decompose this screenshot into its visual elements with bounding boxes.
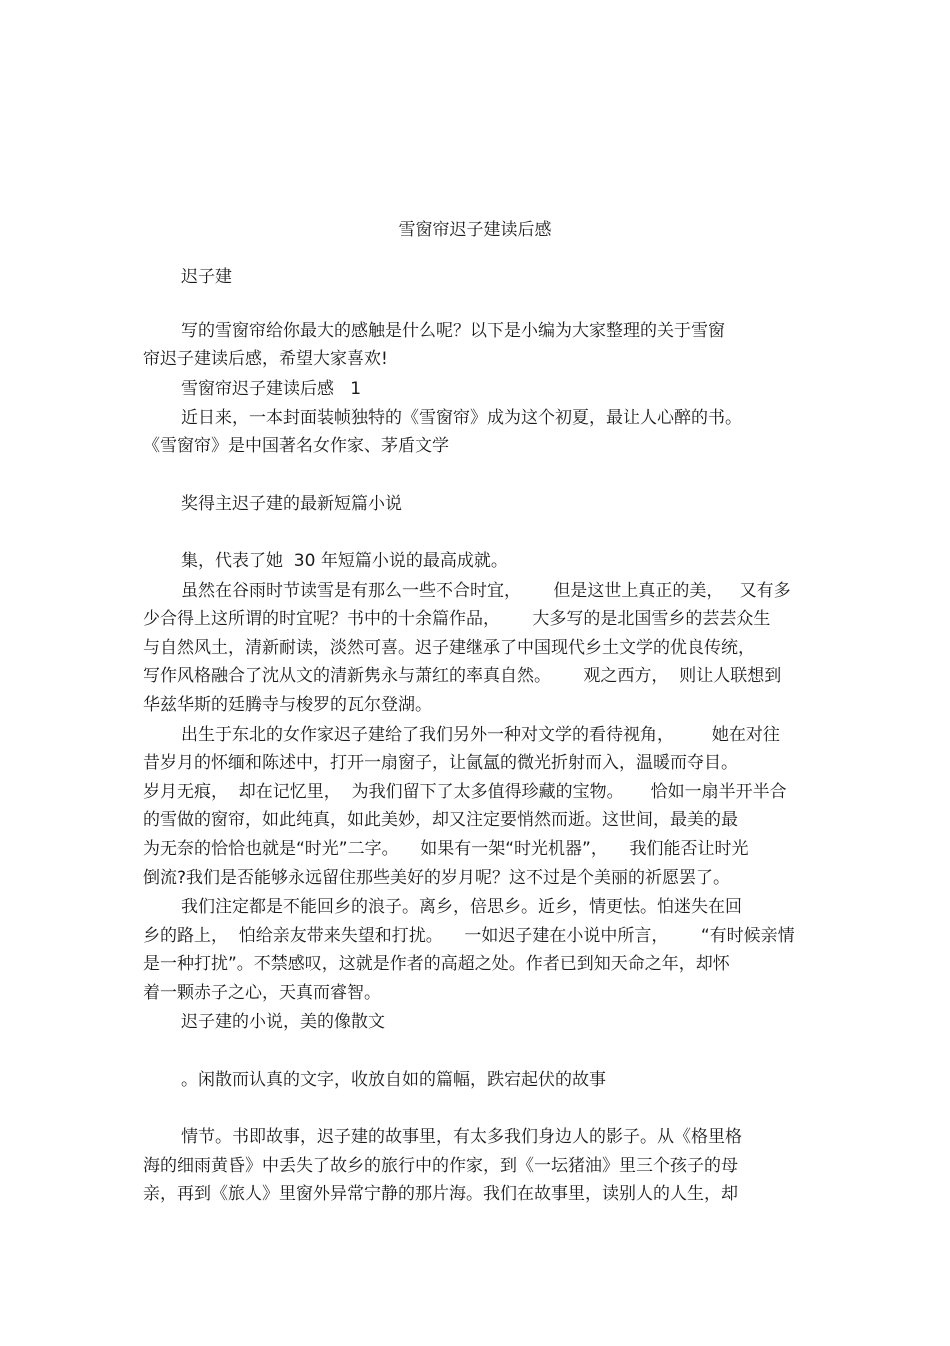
body-line: 为无奈的恰恰也就是“时光”二字。 如果有一架“时光机器”， 我们能否让时光	[143, 839, 749, 859]
body-line: 集，代表了她 30 年短篇小说的最高成就。	[181, 551, 508, 571]
body-line: 亲，再到《旅人》里窗外异常宁静的那片海。我们在故事里，读别人的人生，却	[143, 1184, 738, 1204]
body-line: 的雪做的窗帘，如此纯真，如此美妙，却又注定要悄然而逝。这世间，最美的最	[143, 810, 738, 830]
body-line: 与自然风土，清新耐读，淡然可喜。迟子建继承了中国现代乡土文学的优良传统，	[143, 638, 755, 658]
body-line: 奖得主迟子建的最新短篇小说	[181, 494, 402, 514]
body-line: 写作风格融合了沈从文的清新隽永与萧红的率真自然。 观之西方， 则让人联想到	[143, 666, 782, 686]
body-line: 写的雪窗帘给你最大的感触是什么呢？以下是小编为大家整理的关于雪窗	[181, 321, 725, 341]
document-title: 雪窗帘迟子建读后感	[398, 220, 552, 240]
body-line: 乡的路上， 怕给亲友带来失望和打扰。 一如迟子建在小说中所言， “有时候亲情	[143, 926, 795, 946]
body-line: 倒流?我们是否能够永远留住那些美好的岁月呢？这不过是个美丽的祈愿罢了。	[143, 868, 731, 888]
body-line: 是一种打扰”。不禁感叹，这就是作者的高超之处。作者已到知天命之年，却怀	[143, 954, 730, 974]
body-line: 我们注定都是不能回乡的浪子。离乡，倍思乡。近乡，情更怯。怕迷失在回	[181, 897, 742, 917]
body-line: 帘迟子建读后感，希望大家喜欢!	[143, 349, 388, 369]
body-line: 虽然在谷雨时节读雪是有那么一些不合时宜， 但是这世上真正的美， 又有多	[181, 581, 791, 601]
body-line: 近日来，一本封面装帧独特的《雪窗帘》成为这个初夏，最让人心醉的书。	[181, 408, 742, 428]
author-line: 迟子建	[181, 267, 232, 287]
body-line: 华兹华斯的廷腾寺与梭罗的瓦尔登湖。	[143, 695, 432, 715]
body-line: 昔岁月的怀缅和陈述中，打开一扇窗子，让氤氲的微光折射而入，温暖而夺目。	[143, 753, 738, 773]
body-line: 情节。书即故事，迟子建的故事里，有太多我们身边人的影子。从《格里格	[181, 1127, 742, 1147]
body-line: 。闲散而认真的文字，收放自如的篇幅，跌宕起伏的故事	[181, 1070, 606, 1090]
body-line: 迟子建的小说，美的像散文	[181, 1012, 385, 1032]
body-line: 海的细雨黄昏》中丢失了故乡的旅行中的作家，到《一坛猪油》里三个孩子的母	[143, 1156, 738, 1176]
body-line: 少合得上这所谓的时宜呢？书中的十余篇作品， 大多写的是北国雪乡的芸芸众生	[143, 609, 771, 629]
body-line: 着一颗赤子之心，天真而睿智。	[143, 983, 381, 1003]
section-heading: 雪窗帘迟子建读后感 1	[181, 379, 362, 399]
body-line: 出生于东北的女作家迟子建给了我们另外一种对文学的看待视角， 她在对往	[181, 725, 780, 745]
body-line: 《雪窗帘》是中国著名女作家、茅盾文学	[143, 436, 449, 456]
body-line: 岁月无痕， 却在记忆里， 为我们留下了太多值得珍藏的宝物。 恰如一扇半开半合	[143, 782, 787, 802]
